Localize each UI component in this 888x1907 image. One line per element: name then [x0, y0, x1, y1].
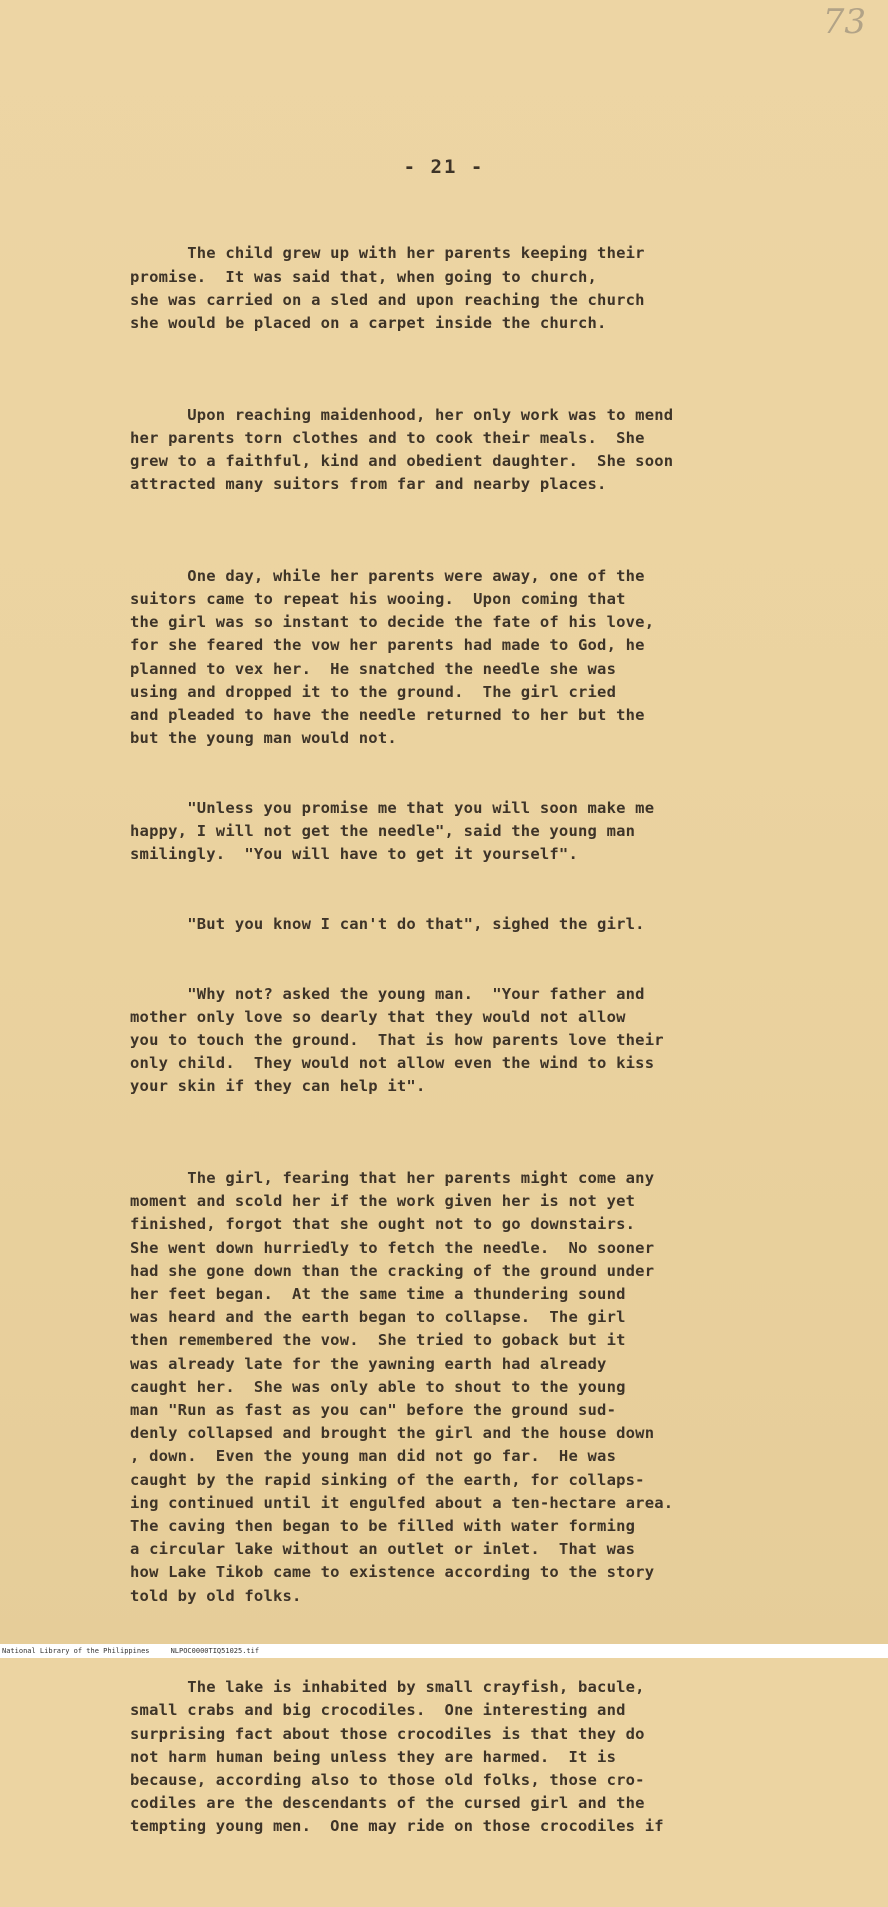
handwritten-page-number: 73 — [822, 2, 866, 42]
paragraph: Upon reaching maidenhood, her only work was to mend her parents torn clothes and to cook their meals. She grew to a faithful, kind and obedient daughter. She soon attracted many suitors from far and nearby places. — [130, 405, 674, 494]
paragraph: One day, while her parents were away, one of the suitors came to repeat his wooing. Upon coming that the girl was so instant to decide the fate of his love, for she feared the vow her parents had made to God, he planned to vex her. He snatched the needle she was using and dropped it to the ground. The girl cried and pleaded to have the needle returned to her but the but the young man would not. — [130, 566, 655, 748]
paragraph: The lake is inhabited by small crayfish, bacule, small crabs and big crocodiles. One interesting and surprising fact about those crocodiles is that they do not harm human being unless they are harmed. It is because, according also to those old folks, those cro- codiles are the descendants of the cursed girl and the tempting young men. One may ride on those crocodiles if — [130, 1678, 664, 1836]
paragraph: The girl, fearing that her parents might come any moment and scold her if the work given her is not yet finished, forgot that she ought not to go downstairs. She went down hurriedly to fetch the needle. No sooner had she gone down than the cracking of the ground under her feet began. At the same time a thundering sound was heard and the earth began to collapse. The girl then remembered the vow. She tried to goback but it was already late for the yawning earth had already caught her. She was only able to shout to the young man "Run as fast as you can" before the ground sud- denly collapsed and brought the girl and the house down , down. Even the young man did not go far. He was caught by the rapid sinking of the earth, for collaps- ing continued until it engulfed about a ten-hectare area. The caving then began to be filled with water forming a circular lake without an outlet or inlet. That was how Lake Tikob came to existence according to the story told by old folks. — [130, 1168, 674, 1605]
page-number: - 21 - — [403, 156, 485, 178]
paragraph: "Why not? asked the young man. "Your father and mother only love so dearly that they would not allow you to touch the ground. That is how parents love their only child. They would not allow even the wind to kiss your skin if they can help it". — [130, 984, 664, 1096]
paragraph: "But you know I can't do that", sighed the girl. — [130, 914, 645, 933]
paragraph: The child grew up with her parents keeping their promise. It was said that, when going to church, she was carried on a sled and upon reaching the church she would be placed on a carpet inside the church. — [130, 244, 645, 333]
scan-footer: National Library of the Philippines NLPOC0000TIQ51025.tif — [0, 1644, 888, 1658]
paragraph: "Unless you promise me that you will soon make me happy, I will not get the needle", said the young man smilingly. "You will have to get it yourself". — [130, 798, 655, 864]
